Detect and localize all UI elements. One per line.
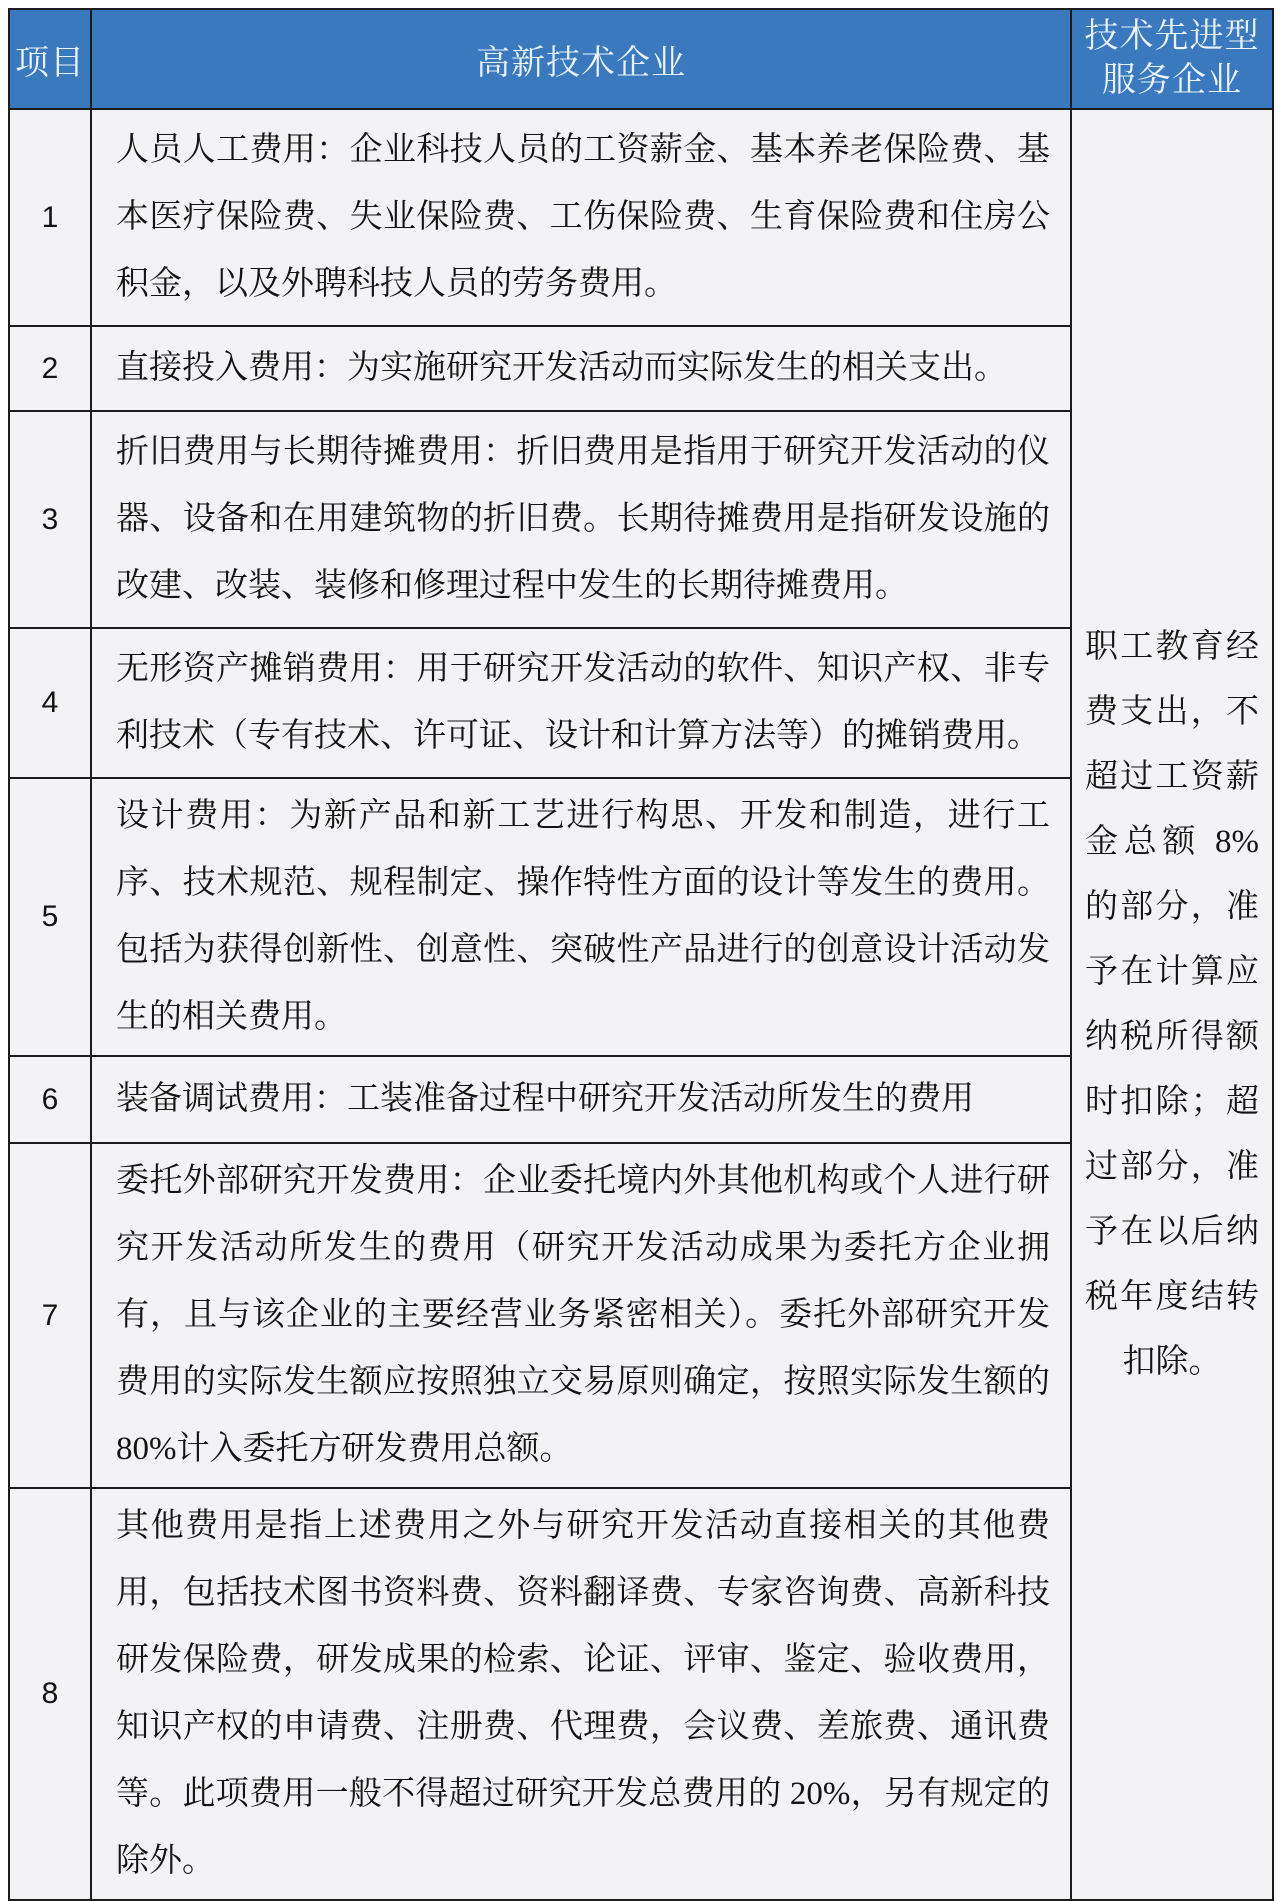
row-number: 1 [9, 109, 91, 326]
rd-expense-table [8, 8, 1274, 1901]
table-row-1 [9, 109, 1273, 326]
row-text: 设计费用：为新产品和新工艺进行构思、开发和制造，进行工序、技术规范、规程制定、操作特性方面的设计等发生的费用。包括为获得创新性、创意性、突破性产品进行的创意设计活动发生的相关费用。 [91, 778, 1071, 1056]
row-text: 人员人工费用：企业科技人员的工资薪金、基本养老保险费、基本医疗保险费、失业保险费、工伤保险费、生育保险费和住房公积金，以及外聘科技人员的劳务费用。 [91, 109, 1071, 326]
header-cell-advanced-service-enterprise [1071, 9, 1273, 109]
row-number: 6 [9, 1056, 91, 1143]
header-cell-item: 项目 [9, 9, 91, 109]
table-header-row [9, 9, 1273, 109]
row-text: 装备调试费用：工装准备过程中研究开发活动所发生的费用 [91, 1056, 1071, 1143]
header-service-line2: 服务企业 [1102, 62, 1242, 99]
service-enterprise-note-cell [1071, 109, 1273, 1900]
row-text: 无形资产摊销费用：用于研究开发活动的软件、知识产权、非专利技术（专有技术、许可证、设计和计算方法等）的摊销费用。 [91, 628, 1071, 778]
row-number: 5 [9, 778, 91, 1056]
service-enterprise-note-text: 职工教育经费支出，不超过工资薪金总额 8%的部分，准予在计算应纳税所得额时扣除；超过部分，准予在以后纳税年度结转扣除。 [1085, 628, 1259, 1380]
row-text: 其他费用是指上述费用之外与研究开发活动直接相关的其他费用，包括技术图书资料费、资料翻译费、专家咨询费、高新科技研发保险费，研发成果的检索、论证、评审、鉴定、验收费用，知识产权的申请费、注册费、代理费，会议费、差旅费、通讯费等。此项费用一般不得超过研究开发总费用的 20%，另有规定的除外。 [91, 1488, 1071, 1900]
row-number: 8 [9, 1488, 91, 1900]
header-service-line1: 技术先进型 [1084, 18, 1260, 55]
row-number: 3 [9, 411, 91, 628]
row-text: 折旧费用与长期待摊费用：折旧费用是指用于研究开发活动的仪器、设备和在用建筑物的折旧费。长期待摊费用是指研发设施的改建、改装、装修和修理过程中发生的长期待摊费用。 [91, 411, 1071, 628]
header-cell-high-tech-enterprise: 高新技术企业 [91, 9, 1071, 109]
row-text: 委托外部研究开发费用：企业委托境内外其他机构或个人进行研究开发活动所发生的费用（研究开发活动成果为委托方企业拥有，且与该企业的主要经营业务紧密相关）。委托外部研究开发费用的实际发生额应按照独立交易原则确定，按照实际发生额的 80%计入委托方研发费用总额。 [91, 1143, 1071, 1488]
row-number: 4 [9, 628, 91, 778]
row-text: 直接投入费用：为实施研究开发活动而实际发生的相关支出。 [91, 326, 1071, 411]
row-number: 2 [9, 326, 91, 411]
row-number: 7 [9, 1143, 91, 1488]
